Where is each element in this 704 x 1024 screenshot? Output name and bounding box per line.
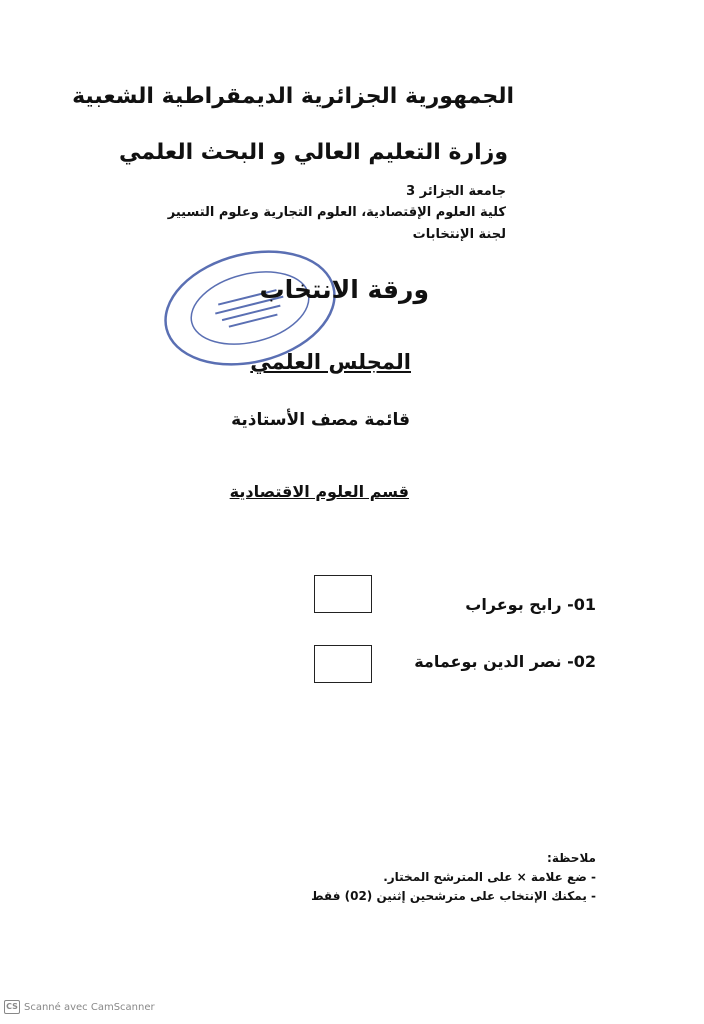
note-item: - يمكنك الإنتخاب على مترشحين إثنين (02) فقط [311,889,596,903]
vote-checkbox-2[interactable] [314,645,372,683]
note-item: - ضع علامة × على المترشح المختار. [383,870,596,884]
vote-checkbox-1[interactable] [314,575,372,613]
candidate-2: 02- نصر الدين بوعمامة [414,652,596,671]
republic-title: الجمهورية الجزائرية الديمقراطية الشعبية [72,84,514,109]
ballot-title: ورقة الانتخاب [259,275,429,304]
ministry-title: وزارة التعليم العالي و البحث العلمي [118,140,508,165]
footer-label: Scanné avec CamScanner [24,1001,155,1013]
faculty-name: كلية العلوم الإقتصادية، العلوم التجارية وعلوم التسيير [167,205,506,220]
notes-heading: ملاحظة: [547,851,596,865]
scanner-footer [4,1000,155,1014]
committee-name: لجنة الإنتخابات [412,227,506,242]
camscanner-logo-icon: CS [4,1000,20,1014]
department-name: قسم العلوم الاقتصادية [229,482,409,501]
candidate-1: 01- رابح بوعراب [465,595,596,614]
list-name: قائمة مصف الأستاذية [231,410,410,430]
university-name: جامعة الجزائر 3 [406,184,506,199]
council-name: المجلس العلمي [250,350,411,374]
